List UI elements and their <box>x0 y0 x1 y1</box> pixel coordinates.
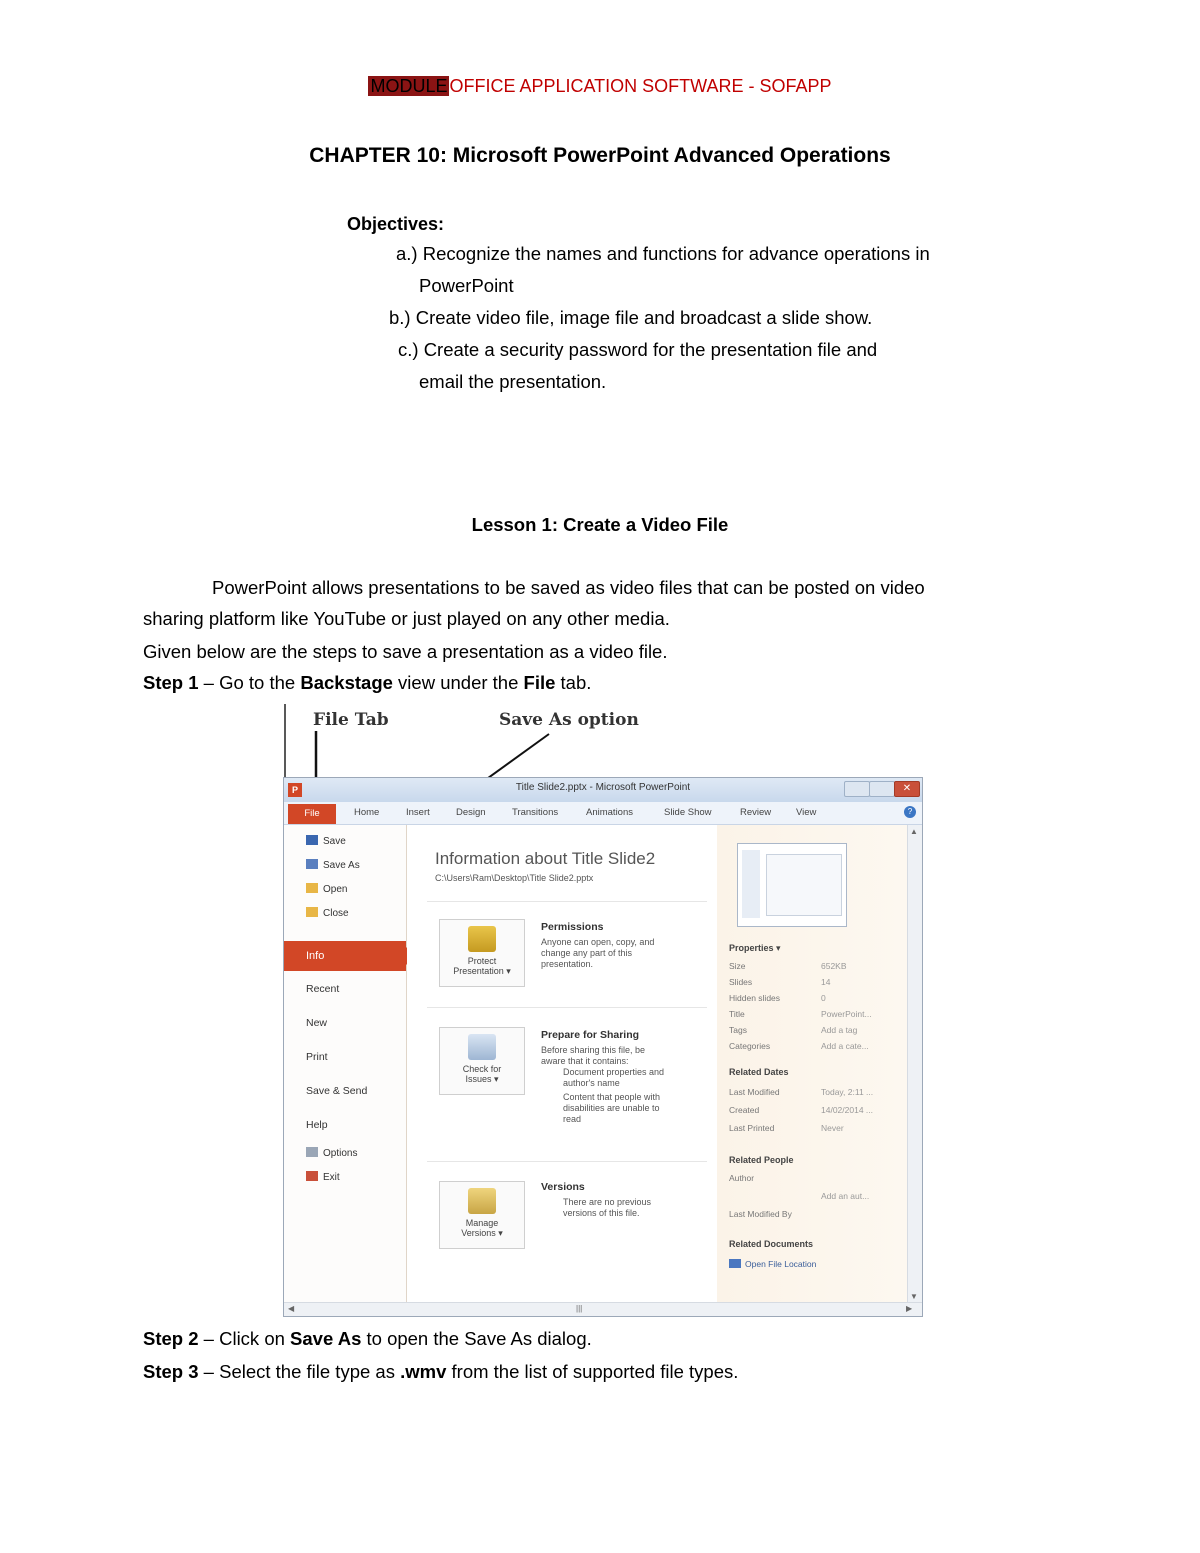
info-path: C:\Users\Ram\Desktop\Title Slide2.pptx <box>435 873 594 883</box>
backstage-menu <box>284 825 407 1303</box>
objective-a-line1: a.) Recognize the names and functions for advance operations in <box>396 243 930 264</box>
prop-modified-value: Today, 2:11 ... <box>821 1087 874 1097</box>
menu-save-label: Save <box>323 836 346 847</box>
prop-created-value: 14/02/2014 ... <box>821 1105 873 1115</box>
step-1-file: File <box>523 672 556 693</box>
menu-recent[interactable]: Recent <box>306 983 340 995</box>
open-file-location-label: Open File Location <box>745 1259 817 1269</box>
step-3-text-c: from the list of supported file types. <box>446 1361 739 1382</box>
prop-modified-label: Last Modified <box>729 1087 780 1097</box>
menu-open[interactable] <box>306 883 347 895</box>
versions-text-1: There are no previous <box>563 1197 652 1207</box>
powerpoint-window <box>283 777 923 1317</box>
prop-categories-value[interactable]: Add a cate... <box>821 1041 869 1051</box>
powerpoint-logo-icon: P <box>288 783 302 797</box>
prop-author-value[interactable]: Add an aut... <box>821 1191 870 1201</box>
protect-label-1: Protect <box>467 956 497 966</box>
step-1 <box>143 667 591 699</box>
thumb-slide <box>766 854 842 916</box>
manage-versions-button[interactable] <box>439 1181 525 1249</box>
menu-exit-label: Exit <box>323 1172 340 1183</box>
versions-text <box>541 1197 651 1219</box>
permissions-text <box>541 937 654 970</box>
horizontal-scrollbar[interactable] <box>284 1302 922 1316</box>
scroll-right-icon[interactable]: ▶ <box>906 1304 913 1313</box>
tab-home[interactable]: Home <box>354 807 380 818</box>
prepare-bullet-2b: disabilities are unable to <box>563 1103 660 1113</box>
intro-line3: Given below are the steps to save a presentation as a video file. <box>143 641 668 662</box>
prop-printed-label: Last Printed <box>729 1123 775 1133</box>
permissions-heading: Permissions <box>541 921 604 933</box>
menu-save-send[interactable]: Save & Send <box>306 1085 368 1097</box>
window-title: Title Slide2.pptx - Microsoft PowerPoint <box>515 782 691 793</box>
open-folder-icon <box>306 883 318 893</box>
prop-tags-value[interactable]: Add a tag <box>821 1025 858 1035</box>
vertical-scrollbar[interactable] <box>907 825 922 1303</box>
protect-presentation-button[interactable] <box>439 919 525 987</box>
step-3-wmv: .wmv <box>400 1361 447 1382</box>
help-icon[interactable]: ? <box>904 806 916 818</box>
prepare-text-2: aware that it contains: <box>541 1056 629 1066</box>
check-label-1: Check for <box>462 1064 502 1074</box>
step-2-label: Step 2 <box>143 1328 199 1349</box>
menu-close-label: Close <box>323 908 349 919</box>
menu-save-as-label: Save As <box>323 860 360 871</box>
prop-categories-label: Categories <box>729 1041 771 1051</box>
module-badge: MODULE <box>370 76 448 96</box>
prop-hidden-label: Hidden slides <box>729 993 781 1003</box>
step-3-text-a: – Select the file type as <box>198 1361 401 1382</box>
module-header <box>0 76 1200 97</box>
related-documents-heading: Related Documents <box>729 1239 814 1249</box>
lock-icon <box>468 926 496 952</box>
objective-b: b.) Create video file, image file and broadcast a slide show. <box>389 307 873 328</box>
ribbon-tabs <box>284 802 922 825</box>
open-file-location-link[interactable] <box>729 1259 816 1269</box>
scroll-up-icon[interactable]: ▲ <box>910 827 918 836</box>
options-icon <box>306 1147 318 1157</box>
prepare-heading: Prepare for Sharing <box>541 1029 640 1041</box>
related-people-heading: Related People <box>729 1155 794 1165</box>
scroll-thumb-grip[interactable]: ||| <box>576 1304 583 1313</box>
divider <box>427 1007 707 1008</box>
prop-tags-label: Tags <box>729 1025 747 1035</box>
check-label-2: Issues ▾ <box>465 1074 499 1084</box>
prop-size-label: Size <box>729 961 746 971</box>
properties-pane <box>717 825 907 1303</box>
tab-slide-show[interactable]: Slide Show <box>664 807 712 818</box>
menu-options-label: Options <box>323 1148 358 1159</box>
slide-thumbnail <box>737 843 847 927</box>
step-1-label: Step 1 <box>143 672 199 693</box>
tab-transitions[interactable]: Transitions <box>512 807 559 818</box>
save-icon <box>306 835 318 845</box>
minimize-button[interactable] <box>844 781 870 797</box>
prepare-bullet-2c: read <box>563 1114 582 1124</box>
menu-close[interactable] <box>306 907 349 919</box>
prepare-text-1: Before sharing this file, be <box>541 1045 646 1055</box>
tab-animations[interactable]: Animations <box>586 807 633 818</box>
intro-line1: PowerPoint allows presentations to be saved as video files that can be posted on video <box>212 577 925 598</box>
menu-help[interactable]: Help <box>306 1119 328 1131</box>
versions-label-2: Versions ▾ <box>461 1228 503 1238</box>
step-1-text-c: view under the <box>392 672 524 693</box>
prop-modified-by-label: Last Modified By <box>729 1209 792 1219</box>
prop-printed-value: Never <box>821 1123 844 1133</box>
permissions-text-1: Anyone can open, copy, and <box>541 937 655 947</box>
window-titlebar <box>284 778 922 802</box>
versions-label-1: Manage <box>465 1218 499 1228</box>
step-1-backstage: Backstage <box>300 672 393 693</box>
menu-new[interactable]: New <box>306 1017 328 1029</box>
tab-review[interactable]: Review <box>740 807 772 818</box>
step-2-text-c: to open the Save As dialog. <box>361 1328 592 1349</box>
step-3 <box>143 1356 738 1388</box>
backstage-screenshot <box>281 704 923 1318</box>
intro-line2: sharing platform like YouTube or just played on any other media. <box>143 608 670 629</box>
menu-info-selected[interactable] <box>284 941 406 971</box>
versions-text-2: versions of this file. <box>563 1208 640 1218</box>
tab-design[interactable]: Design <box>456 807 486 818</box>
chapter-title: CHAPTER 10: Microsoft PowerPoint Advanced Operations <box>309 144 891 167</box>
exit-icon <box>306 1171 318 1181</box>
menu-exit[interactable] <box>306 1171 340 1183</box>
step-3-label: Step 3 <box>143 1361 199 1382</box>
prepare-bullet-1a: Document properties and <box>563 1067 665 1077</box>
prop-hidden-value: 0 <box>821 993 826 1003</box>
menu-save[interactable] <box>306 835 346 847</box>
prepare-text <box>541 1045 664 1125</box>
step-2-text-a: – Click on <box>198 1328 291 1349</box>
maximize-button[interactable] <box>869 781 895 797</box>
related-dates-heading: Related Dates <box>729 1067 789 1077</box>
prepare-bullet-1b: author's name <box>563 1078 620 1088</box>
versions-heading: Versions <box>541 1181 585 1193</box>
close-folder-icon <box>306 907 318 917</box>
permissions-text-2: change any part of this <box>541 948 633 958</box>
menu-print[interactable]: Print <box>306 1051 328 1063</box>
step-1-text-e: tab. <box>555 672 592 693</box>
lesson-title: Lesson 1: Create a Video File <box>471 514 729 535</box>
objective-a-line2: PowerPoint <box>419 275 514 296</box>
module-title: OFFICE APPLICATION SOFTWARE - SOFAPP <box>449 76 832 96</box>
scroll-left-icon[interactable]: ◀ <box>288 1304 295 1313</box>
objective-c-line1: c.) Create a security password for the presentation file and <box>398 339 878 360</box>
scroll-down-icon[interactable]: ▼ <box>910 1292 918 1301</box>
annotation-file-tab: File Tab <box>313 710 389 730</box>
inspect-document-icon <box>468 1034 496 1060</box>
prop-author-label: Author <box>729 1173 755 1183</box>
close-window-button[interactable]: ✕ <box>894 781 920 797</box>
menu-options[interactable] <box>306 1147 357 1159</box>
check-for-issues-button[interactable] <box>439 1027 525 1095</box>
info-pane <box>407 825 717 1303</box>
step-2 <box>143 1323 592 1355</box>
menu-save-as[interactable] <box>306 859 360 871</box>
divider <box>427 901 707 902</box>
prop-slides-value: 14 <box>821 977 831 987</box>
divider <box>427 1161 707 1162</box>
prepare-bullet-2a: Content that people with <box>563 1092 661 1102</box>
tab-view[interactable]: View <box>796 807 817 818</box>
permissions-text-3: presentation. <box>541 959 594 969</box>
prop-title-label: Title <box>729 1009 745 1019</box>
prop-size-value: 652KB <box>821 961 847 971</box>
prop-created-label: Created <box>729 1105 760 1115</box>
prop-slides-label: Slides <box>729 977 753 987</box>
protect-label-2: Presentation ▾ <box>453 966 511 976</box>
tab-insert[interactable]: Insert <box>406 807 430 818</box>
info-title: Information about Title Slide2 <box>435 849 656 868</box>
prop-title-value[interactable]: PowerPoint... <box>821 1009 872 1019</box>
menu-info-label: Info <box>306 950 325 962</box>
menu-open-label: Open <box>323 884 348 895</box>
tab-file[interactable]: File <box>288 804 336 824</box>
step-2-save-as: Save As <box>290 1328 362 1349</box>
annotation-save-as: Save As option <box>499 710 639 730</box>
properties-heading[interactable]: Properties ▾ <box>729 943 781 953</box>
thumb-slide-list <box>742 850 760 918</box>
objective-c-line2: email the presentation. <box>419 371 607 392</box>
save-as-icon <box>306 859 318 869</box>
objectives-heading: Objectives: <box>347 214 445 234</box>
folder-icon <box>729 1259 741 1268</box>
versions-icon <box>468 1188 496 1214</box>
step-1-text-a: – Go to the <box>198 672 301 693</box>
